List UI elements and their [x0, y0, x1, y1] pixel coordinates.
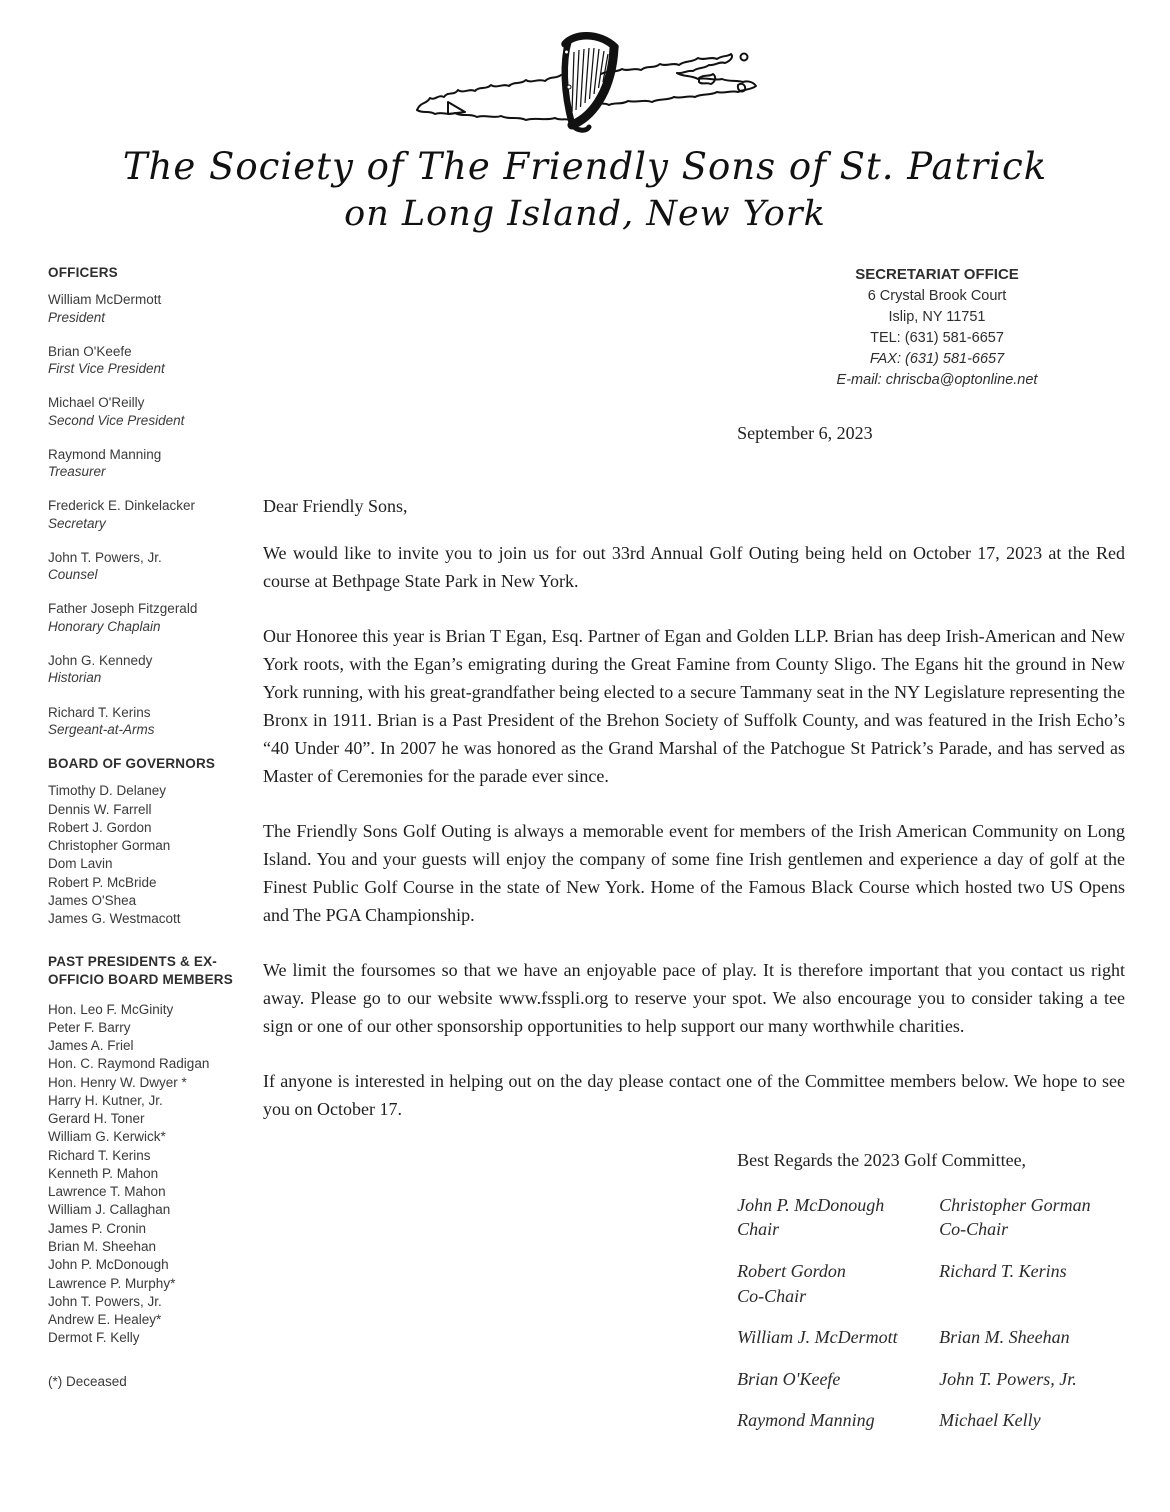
committee-member-right: [939, 1327, 1149, 1369]
letter-paragraph: If anyone is interested in helping out on the day please contact one of the Committee members below. We hope to see you on October 17.: [263, 1070, 1125, 1119]
past-president-name: Richard T. Kerins: [48, 1147, 151, 1163]
past-president-name: Dermot F. Kelly: [48, 1330, 140, 1346]
officer-title: First Vice President: [48, 361, 165, 377]
officer-name: William McDermott: [48, 292, 162, 308]
secretariat-address-line1: 6 Crystal Brook Court: [867, 287, 1007, 304]
officer-entry: [48, 446, 263, 481]
past-president-name: James A. Friel: [48, 1038, 134, 1054]
letter-paragraphs: [263, 539, 1125, 1123]
committee-member-name: Brian O'Keefe: [737, 1368, 841, 1389]
officer-name: Raymond Manning: [48, 446, 162, 462]
past-presidents-list: [48, 1001, 263, 1347]
governor-name: Dennis W. Farrell: [48, 801, 152, 817]
governor-name: James G. Westmacott: [48, 911, 181, 927]
officer-title: Second Vice President: [48, 412, 185, 428]
past-president-name: Lawrence P. Murphy*: [48, 1275, 176, 1291]
closing-line: Best Regards the 2023 Golf Committee,: [737, 1149, 1027, 1170]
governor-name: Christopher Gorman: [48, 838, 171, 854]
past-president-name: John T. Powers, Jr.: [48, 1293, 162, 1309]
long-island-harp-logo-svg: [400, 26, 770, 138]
past-president-name: James P. Cronin: [48, 1220, 147, 1236]
officer-name: Frederick E. Dinkelacker: [48, 498, 196, 514]
officer-name: Father Joseph Fitzgerald: [48, 601, 198, 617]
committee-member-left: [737, 1195, 939, 1261]
officer-entry: [48, 343, 263, 378]
officer-name: Richard T. Kerins: [48, 704, 151, 720]
officer-entry: [48, 497, 263, 532]
governors-heading: BOARD OF GOVERNORS: [48, 756, 216, 772]
committee-grid: [737, 1195, 1125, 1452]
committee-member-right: [939, 1369, 1149, 1411]
secretariat-block: [767, 264, 1107, 391]
officers-list: [48, 291, 263, 738]
secretariat-fax: FAX: (631) 581-6657: [869, 350, 1005, 367]
committee-member-name: Raymond Manning: [737, 1410, 875, 1431]
letter-paragraph: Our Honoree this year is Brian T Egan, Esq. Partner of Egan and Golden LLP. Brian has deep Irish-American and New York roots, with the Egan’s emigrating during the Great Famine from County Sligo. The Egans hit the ground in New York running, with his great-grandfather being elected to a secure Tammany seat in the NY Legislature representing the Bronx in 1911. Brian is a Past President of the Brehon Society of Suffolk County, and was featured in the Irish Echo’s “40 Under 40”. In 2007 he was honored as the Grand Marshal of the Patchogue St Patrick’s Parade, and has served as Master of Ceremonies for the parade ever since.: [263, 625, 1125, 786]
officer-title: Honorary Chaplain: [48, 618, 161, 634]
committee-member-name: Richard T. Kerins: [939, 1261, 1067, 1282]
secretariat-email: E-mail: chriscba@optonline.net: [836, 371, 1038, 388]
letter-paragraph: The Friendly Sons Golf Outing is always a memorable event for members of the Irish American Community on Long Island. You and your guests will enjoy the company of some fine Irish gentlemen and experience a day of golf at the Finest Public Golf Course in the state of New York. Home of the Famous Black Course which hosted two US Opens and The PGA Championship.: [263, 820, 1125, 925]
governor-name: Robert P. McBride: [48, 874, 157, 890]
governor-name: James O'Shea: [48, 892, 137, 908]
officer-title: Secretary: [48, 515, 106, 531]
officer-name: John G. Kennedy: [48, 652, 153, 668]
committee-member-name: John T. Powers, Jr.: [939, 1368, 1077, 1389]
committee-member-role: Chair: [737, 1219, 780, 1240]
past-president-name: Hon. Leo F. McGinity: [48, 1001, 174, 1017]
letter-paragraph: We limit the foursomes so that we have an enjoyable pace of play. It is therefore important that you contact us right away. Please go to our website www.fsspli.org to reserve your spot. We also encourage you to consider taking a tee sign or one of our other sponsorship opportunities to help support our many worthwhile charities.: [263, 959, 1125, 1036]
past-president-name: Andrew E. Healey*: [48, 1312, 162, 1328]
committee-member-left: [737, 1369, 939, 1411]
past-president-name: Hon. C. Raymond Radigan: [48, 1056, 210, 1072]
officer-name: Michael O'Reilly: [48, 395, 145, 411]
committee-member-name: John P. McDonough: [737, 1194, 885, 1215]
officer-entry: [48, 394, 263, 429]
past-president-name: William J. Callaghan: [48, 1202, 171, 1218]
past-president-name: William G. Kerwick*: [48, 1129, 166, 1145]
officer-name: John T. Powers, Jr.: [48, 549, 162, 565]
governors-list: [48, 782, 263, 927]
deceased-note: (*) Deceased: [48, 1373, 127, 1389]
governor-name: Timothy D. Delaney: [48, 783, 167, 799]
officer-entry: [48, 704, 263, 739]
officer-entry: [48, 600, 263, 635]
secretariat-address-line2: Islip, NY 11751: [888, 308, 986, 325]
governor-name: Dom Lavin: [48, 856, 113, 872]
committee-member-name: Michael Kelly: [939, 1410, 1041, 1431]
past-president-name: John P. McDonough: [48, 1257, 169, 1273]
salutation: Dear Friendly Sons,: [263, 495, 408, 516]
committee-member-left: [737, 1261, 939, 1327]
committee-member-role: Co-Chair: [737, 1285, 807, 1306]
past-president-name: Lawrence T. Mahon: [48, 1184, 166, 1200]
committee-member-right: [939, 1261, 1149, 1327]
past-president-name: Hon. Henry W. Dwyer *: [48, 1074, 187, 1090]
harp-icon: [565, 36, 616, 130]
past-president-name: Peter F. Barry: [48, 1019, 131, 1035]
committee-member-role: Co-Chair: [939, 1219, 1009, 1240]
officer-title: Sergeant-at-Arms: [48, 721, 155, 737]
committee-member-right: [939, 1410, 1149, 1452]
governor-name: Robert J. Gordon: [48, 819, 152, 835]
committee-member-left: [737, 1410, 939, 1452]
officer-title: President: [48, 309, 106, 325]
committee-member-name: William J. McDermott: [737, 1327, 898, 1348]
committee-member-right: [939, 1195, 1149, 1261]
org-name-line2: on Long Island, New York: [344, 194, 826, 234]
committee-member-name: Robert Gordon: [737, 1261, 846, 1282]
content-columns: [0, 264, 1170, 1452]
committee-member-name: Christopher Gorman: [939, 1194, 1091, 1215]
officer-title: Treasurer: [48, 464, 106, 480]
letter-date: September 6, 2023: [737, 422, 873, 443]
past-president-name: Brian M. Sheehan: [48, 1238, 157, 1254]
committee-member-left: [737, 1327, 939, 1369]
officer-name: Brian O'Keefe: [48, 343, 132, 359]
officer-title: Counsel: [48, 567, 98, 583]
sidebar: [48, 264, 263, 1390]
committee-member-name: Brian M. Sheehan: [939, 1327, 1070, 1348]
past-president-name: Kenneth P. Mahon: [48, 1165, 159, 1181]
org-name-line1: The Society of The Friendly Sons of St. Patrick: [122, 145, 1048, 188]
officer-title: Historian: [48, 670, 102, 686]
officers-heading: OFFICERS: [48, 265, 118, 280]
past-presidents-heading: PAST PRESIDENTS & EX-OFFICIO BOARD MEMBERS: [48, 954, 233, 987]
letterhead: [0, 0, 1170, 234]
past-president-name: Gerard H. Toner: [48, 1111, 145, 1127]
past-president-name: Harry H. Kutner, Jr.: [48, 1092, 163, 1108]
officer-entry: [48, 291, 263, 326]
long-island-harp-logo: [400, 26, 770, 138]
letter-body: [263, 264, 1125, 1452]
secretariat-heading: SECRETARIAT OFFICE: [855, 266, 1019, 283]
officer-entry: [48, 549, 263, 584]
officer-entry: [48, 652, 263, 687]
letter-paragraph: We would like to invite you to join us for out 33rd Annual Golf Outing being held on October 17, 2023 at the Red course at Bethpage State Park in New York.: [263, 542, 1125, 591]
secretariat-tel: TEL: (631) 581-6657: [870, 329, 1004, 346]
